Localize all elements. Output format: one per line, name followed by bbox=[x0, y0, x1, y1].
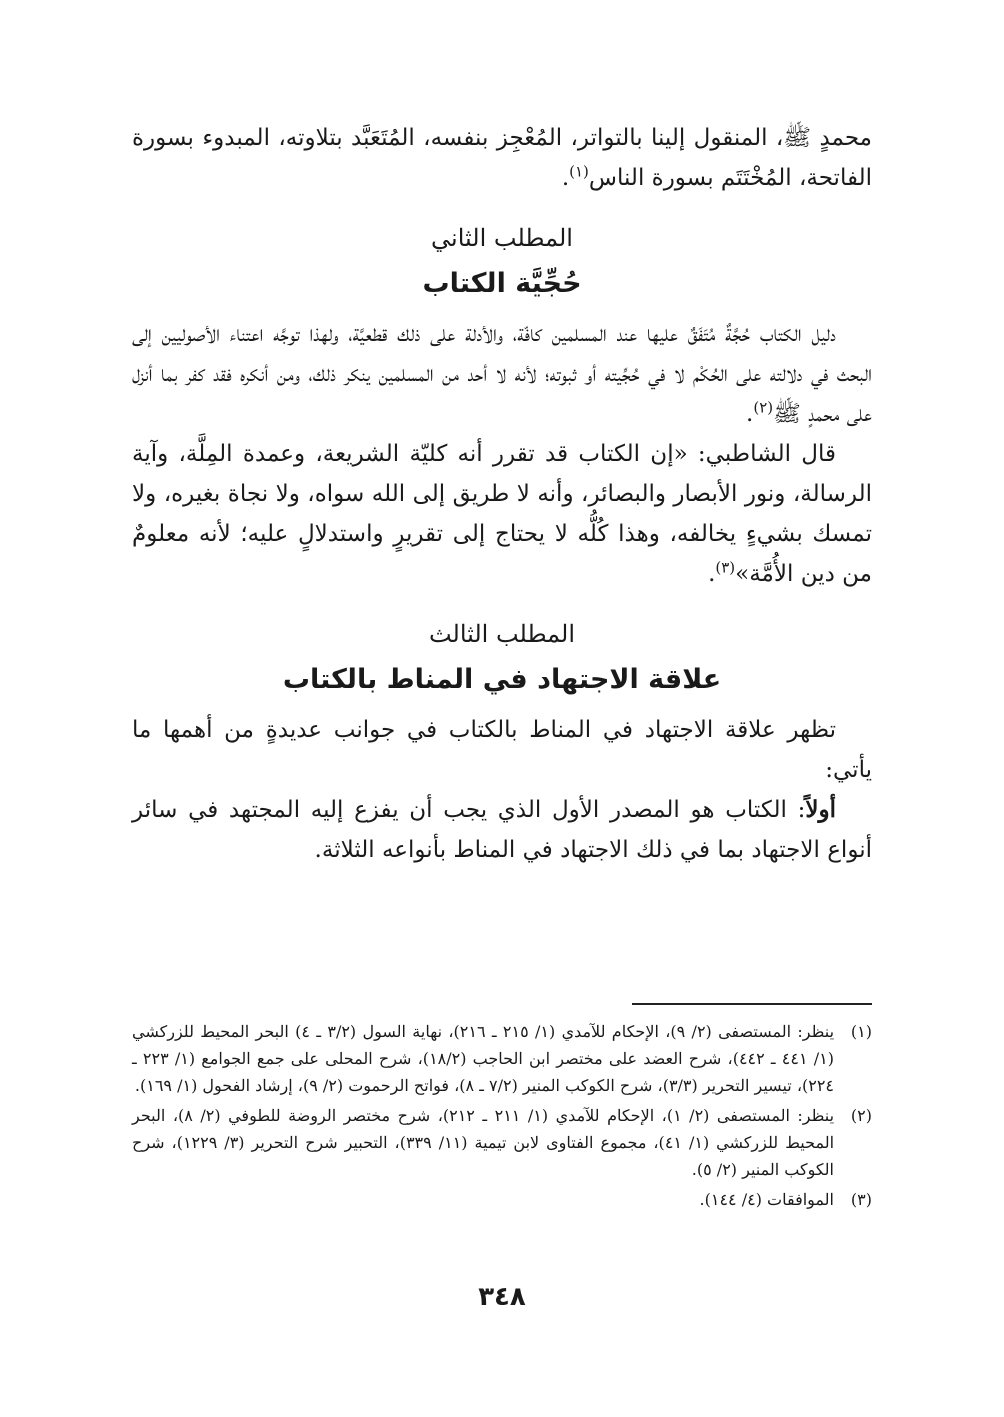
footnote-1-number: (١) bbox=[850, 1022, 872, 1041]
paragraph-5-text: : الكتاب هو المصدر الأول الذي يجب أن يفزع إليه المجتهد في سائر أنواع الاجتهاد بما في ذلك الاجتهاد في المناط بأنواعه الثلاثة. bbox=[132, 797, 872, 863]
paragraph-5-lead: أولاً bbox=[805, 796, 836, 823]
paragraph-2-text: دليل الكتاب حُجَّةٌ مُتَفَقٌ عليها عند المسلمين كافّة، والأدلة على ذلك قطعيَّة، ولهذا توجَّه اعتناء الأصوليين إلى البحث في دلالته على الحُكْم لا في حُجِّيته أو ثبوته؛ لأنه لا أحد من المسلمين ينكر ذلك، ومن أنكره فقد كفر بما أنزل على محمدٍ ﷺ bbox=[132, 321, 872, 427]
footnote-ref-2[interactable]: (٢) bbox=[753, 398, 774, 417]
footnote-separator bbox=[632, 1003, 872, 1005]
footnote-2 bbox=[132, 1102, 872, 1183]
section-3-heading: علاقة الاجتهاد في المناط بالكتاب bbox=[282, 664, 722, 695]
section-2-heading: حُجِّيَّة الكتاب bbox=[422, 268, 582, 299]
footnote-1 bbox=[132, 1018, 872, 1099]
paragraph-1-text: محمدٍ ﷺ، المنقول إلينا بالتواتر، المُعْجِز بنفسه، المُتَعَبَّد بتلاوته، المبدوء بسورة الفاتحة، المُخْتَتَم بسورة الناس bbox=[132, 125, 872, 191]
page-number: ٣٤٨ bbox=[478, 1282, 526, 1312]
footnote-1-text: ينظر: المستصفى (٢/ ٩)، الإحكام للآمدي (١/ ٢١٥ ـ ٢١٦)، نهاية السول (٣/٢ ـ ٤) البحر المحيط للزركشي (١/ ٤٤١ ـ ٤٤٢)، شرح العضد على مختصر ابن الحاجب (١٨/٢)، شرح المحلى على جمع الجوامع (١/ ٢٢٣ ـ ٢٢٤)، تيسير التحرير (٣/٣)، شرح الكوكب المنير (٧/٢ ـ ٨)، فواتح الرحموت (٢/ ٩)، إرشاد الفحول (١/ ١٦٩). bbox=[132, 1022, 835, 1095]
footnote-3-number: (٣) bbox=[850, 1190, 872, 1209]
footnotes bbox=[132, 1018, 872, 1216]
paragraph-2 bbox=[132, 314, 872, 434]
paragraph-3-end: . bbox=[708, 561, 716, 587]
paragraph-1-end: . bbox=[561, 165, 570, 191]
section-2-title: المطلب الثاني bbox=[431, 224, 573, 252]
paragraph-1 bbox=[132, 118, 872, 198]
main-text bbox=[132, 118, 872, 870]
paragraph-3 bbox=[132, 434, 872, 594]
footnote-3 bbox=[132, 1186, 872, 1213]
footnote-ref-3[interactable]: (٣) bbox=[715, 558, 736, 577]
footnote-2-text: ينظر: المستصفى (٢/ ١)، الإحكام للآمدي (١/ ٢١١ ـ ٢١٢)، شرح مختصر الروضة للطوفي (٢/ ٨)، البحر المحيط للزركشي (١/ ٤١)، مجموع الفتاوى لابن تيمية (١١/ ٣٣٩)، التحبير شرح التحرير (٣/ ١٢٢٩)، شرح الكوكب المنير (٢/ ٥). bbox=[132, 1106, 835, 1179]
paragraph-2-end: . bbox=[746, 401, 754, 427]
paragraph-3-text: قال الشاطبي: «إن الكتاب قد تقرر أنه كليّة الشريعة، وعمدة المِلَّة، وآية الرسالة، ونور الأبصار والبصائر، وأنه لا طريق إلى الله سواه، ولا نجاة بغيره، ولا تمسك بشيءٍ يخالفه، وهذا كُلُّه لا يحتاج إلى تقريرٍ واستدلالٍ عليه؛ لأنه معلومٌ من دين الأُمَّة» bbox=[132, 441, 872, 587]
footnote-2-number: (٢) bbox=[850, 1106, 872, 1125]
paragraph-4: تظهر علاقة الاجتهاد في المناط بالكتاب في جوانب عديدةٍ من أهمها ما يأتي: bbox=[132, 717, 872, 783]
footnote-3-text: الموافقات (٤/ ١٤٤). bbox=[699, 1190, 834, 1209]
paragraph-5 bbox=[132, 790, 872, 870]
footnote-ref-1[interactable]: (١) bbox=[569, 162, 589, 181]
section-3-title: المطلب الثالث bbox=[428, 620, 576, 648]
